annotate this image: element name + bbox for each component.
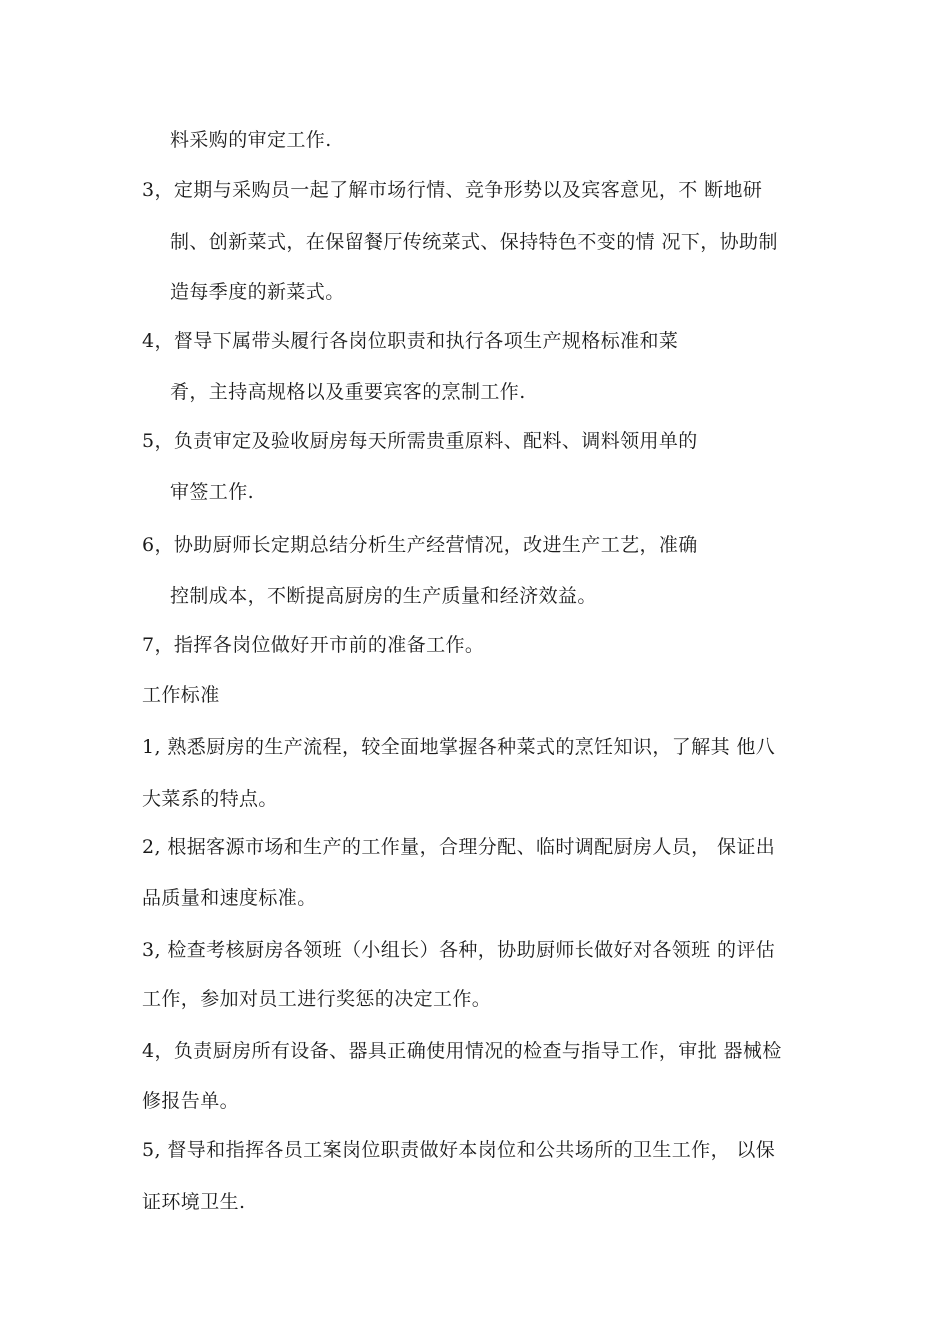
text-line-continuation: 料采购的审定工作. <box>170 129 332 151</box>
standard-item-2: 2, 根据客源市场和生产的工作量，合理分配、临时调配厨房人员， 保证出 <box>142 836 776 858</box>
duty-item-6: 6，协助厨师长定期总结分析生产经营情况，改进生产工艺，准确 <box>142 534 698 556</box>
text-line-continuation: 大菜系的特点。 <box>142 788 278 810</box>
text-line-continuation: 品质量和速度标准。 <box>142 887 317 909</box>
standard-item-4: 4，负责厨房所有设备、器具正确使用情况的检查与指导工作，审批 器械检 <box>142 1040 782 1062</box>
duty-item-4: 4，督导下属带头履行各岗位职责和执行各项生产规格标准和菜 <box>142 330 679 352</box>
standard-item-1: 1, 熟悉厨房的生产流程，较全面地掌握各种菜式的烹饪知识，了解其 他八 <box>142 736 776 758</box>
text-line-continuation: 制、创新菜式，在保留餐厅传统菜式、保持特色不变的情 况下，协助制 <box>170 231 778 253</box>
standard-item-3: 3, 检查考核厨房各领班（小组长）各种，协助厨师长做好对各领班 的评估 <box>142 939 776 961</box>
text-line-continuation: 控制成本，不断提高厨房的生产质量和经济效益。 <box>170 585 597 607</box>
duty-item-5: 5，负责审定及验收厨房每天所需贵重原料、配料、调料领用单的 <box>142 430 698 452</box>
duty-item-7: 7，指挥各岗位做好开市前的准备工作。 <box>142 634 485 656</box>
text-line-continuation: 审签工作. <box>170 481 255 503</box>
text-line-continuation: 工作，参加对员工进行奖惩的决定工作。 <box>142 988 492 1010</box>
text-line-continuation: 修报告单。 <box>142 1090 240 1112</box>
text-line-continuation: 肴，主持高规格以及重要宾客的烹制工作. <box>170 381 526 403</box>
text-line-continuation: 造每季度的新菜式。 <box>170 281 345 303</box>
text-line-continuation: 证环境卫生. <box>142 1191 246 1213</box>
section-heading: 工作标准 <box>142 684 220 706</box>
standard-item-5: 5, 督导和指挥各员工案岗位职责做好本岗位和公共场所的卫生工作， 以保 <box>142 1139 776 1161</box>
duty-item-3: 3，定期与采购员一起了解市场行情、竞争形势以及宾客意见，不 断地研 <box>142 179 763 201</box>
